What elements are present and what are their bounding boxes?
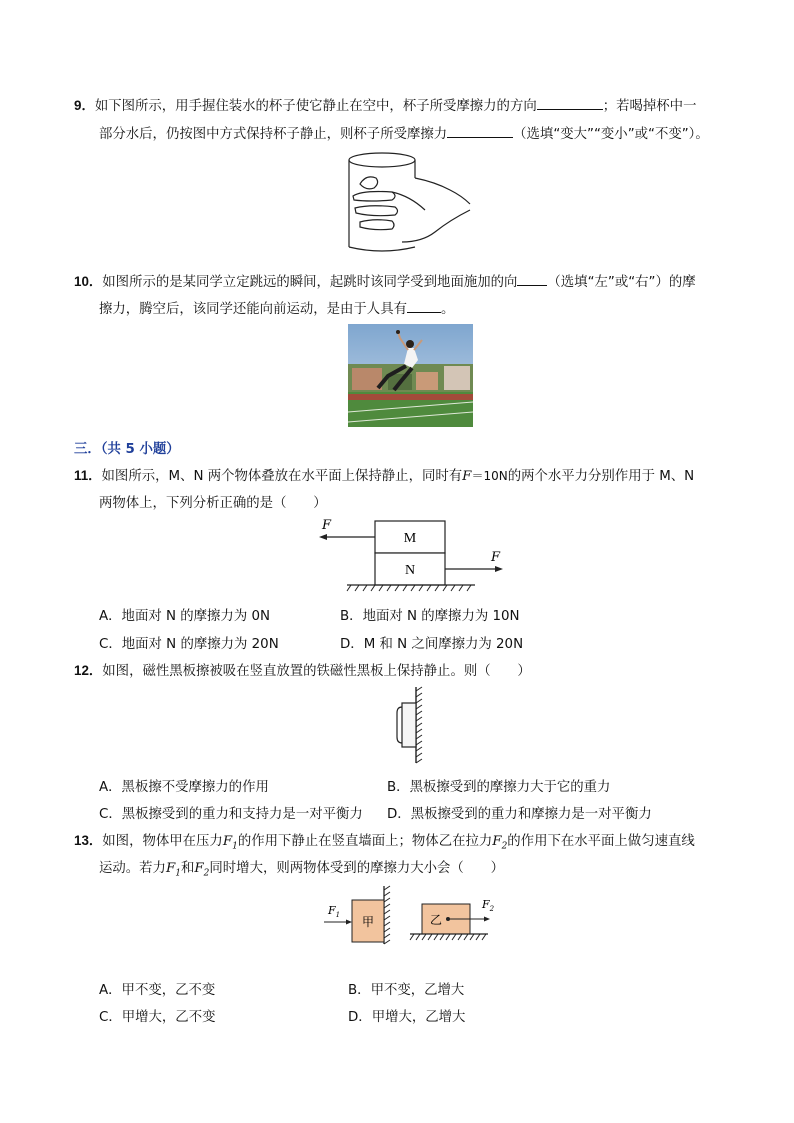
q13-text-1b: 的作用下静止在竖直墙面上；物体乙在拉力 — [237, 834, 493, 849]
q10-text-2b: 。 — [440, 302, 455, 317]
q10-text-1a: 如图所示的是某同学立定跳远的瞬间，起跳时该同学受到地面施加的向 — [102, 275, 518, 290]
q12-option-b[interactable]: B．黑板擦受到的摩擦力大于它的重力 — [387, 780, 611, 795]
q13-option-d[interactable]: D．甲增大，乙增大 — [348, 1010, 466, 1025]
q13-line2 — [99, 857, 504, 879]
q11-line2 — [99, 492, 327, 511]
q13-block-jia-label: 甲 — [361, 915, 375, 929]
q13-line1 — [74, 830, 695, 852]
q13-f2-fig-label: $F_2$ — [482, 898, 495, 913]
q13-number: 13． — [74, 833, 103, 848]
q10-text-2a: 擦力，腾空后，该同学还能向前运动，是由于人具有 — [99, 302, 407, 317]
q12-number: 12． — [74, 663, 103, 678]
q9-text-1b: ；若喝掉杯中一 — [602, 99, 697, 114]
q9-number: 9． — [74, 98, 95, 113]
q9-text-2b: （选填“变大”“变小”或“不变”）。 — [513, 127, 709, 142]
q9-line1 — [74, 95, 696, 114]
q13-text-2c: 同时增大，则两物体受到的摩擦力大小会（ ） — [209, 861, 504, 876]
q13-text-1a: 如图，物体甲在压力 — [102, 834, 223, 849]
q10-answer-blank-2[interactable] — [407, 298, 441, 313]
q13-text-2b: 和 — [180, 861, 195, 876]
q10-line2 — [99, 298, 454, 317]
q10-long-jump-photo — [348, 324, 473, 427]
q11-option-a[interactable]: A．地面对 N 的摩擦力为 0N — [99, 609, 270, 624]
q13-f1-sub: 1 — [232, 841, 238, 852]
q13-block-yi-label: 乙 — [429, 913, 443, 927]
q11-number: 11． — [74, 468, 102, 483]
q13-two-blocks-figure — [322, 884, 497, 954]
q11-option-b[interactable]: B．地面对 N 的摩擦力为 10N — [340, 609, 520, 624]
q12-option-c[interactable]: C．黑板擦受到的重力和支持力是一对平衡力 — [99, 807, 363, 822]
q9-answer-blank-2[interactable] — [447, 123, 513, 138]
q11-force-left-label: F — [322, 518, 332, 533]
q12-option-d[interactable]: D．黑板擦受到的重力和摩擦力是一对平衡力 — [387, 807, 652, 822]
q13-f2-sub: 2 — [501, 841, 508, 852]
q13-option-c[interactable]: C．甲增大，乙不变 — [99, 1010, 216, 1025]
q9-line2 — [99, 123, 709, 142]
q11-force-eq: ＝10N — [471, 469, 508, 483]
q13-option-b[interactable]: B．甲不变，乙增大 — [348, 983, 465, 998]
q11-text-1b: 的两个水平力分别作用于 M、N — [507, 469, 695, 484]
q13-f1-sub-2: 1 — [175, 868, 181, 879]
q10-line1 — [74, 271, 696, 290]
q12-line1 — [74, 660, 531, 679]
q11-block-n-label: N — [404, 563, 416, 578]
q13-f1-var: F — [222, 834, 233, 849]
q13-text-1c: 的作用下在水平面上做匀速直线 — [507, 834, 695, 849]
q13-text-2a: 运动。若力 — [99, 861, 166, 876]
q10-answer-blank-1[interactable] — [517, 271, 547, 286]
q12-option-a[interactable]: A．黑板擦不受摩擦力的作用 — [99, 780, 269, 795]
q13-f1-fig-label: $F_1$ — [328, 904, 341, 919]
q11-text-1a: 如图所示，M、N 两个物体叠放在水平面上保持静止，同时有 — [101, 469, 463, 484]
q9-cup-hand-figure — [340, 150, 475, 260]
q12-text-1: 如图，磁性黑板擦被吸在竖直放置的铁磁性黑板上保持静止。则（ ） — [102, 664, 531, 679]
q12-eraser-on-board-figure — [396, 685, 436, 765]
section-3-heading: 三．（共 5 小题） — [74, 442, 180, 457]
q11-force-right-label: F — [491, 550, 501, 565]
q11-line1 — [74, 465, 694, 484]
q11-stacked-blocks-figure — [315, 515, 505, 595]
q9-answer-blank-1[interactable] — [537, 95, 603, 110]
q11-text-2: 两物体上，下列分析正确的是（ ） — [99, 496, 327, 511]
q13-f2-sub-2: 2 — [203, 868, 210, 879]
q13-option-a[interactable]: A．甲不变，乙不变 — [99, 983, 216, 998]
q13-f2-var-2: F — [194, 861, 204, 876]
q9-text-1a: 如下图所示，用手握住装水的杯子使它静止在空中，杯子所受摩擦力的方向 — [94, 99, 537, 114]
q10-text-1b: （选填“左”或“右”）的摩 — [547, 275, 696, 290]
q11-option-d[interactable]: D．M 和 N 之间摩擦力为 20N — [340, 637, 524, 652]
q11-force-var: F — [462, 469, 472, 484]
q13-f2-var: F — [492, 834, 502, 849]
q13-f1-var-2: F — [165, 861, 176, 876]
q9-text-2a: 部分水后，仍按图中方式保持杯子静止，则杯子所受摩擦力 — [99, 127, 448, 142]
q11-block-m-label: M — [403, 531, 417, 546]
q10-number: 10． — [74, 274, 103, 289]
q11-option-c[interactable]: C．地面对 N 的摩擦力为 20N — [99, 637, 279, 652]
